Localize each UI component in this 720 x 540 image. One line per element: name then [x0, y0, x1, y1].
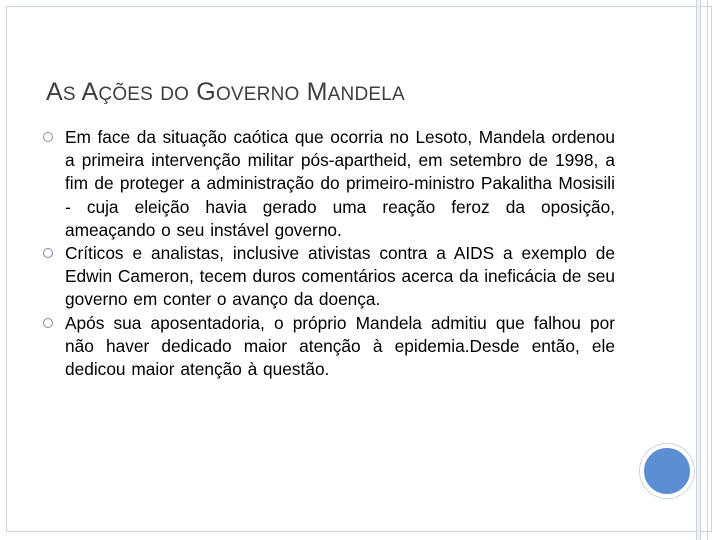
bullet-list: [43, 126, 615, 381]
title-word: MANDELA: [306, 78, 405, 106]
title-word: AÇÕES: [81, 78, 154, 106]
title-word: DO: [160, 84, 190, 105]
decorative-line: [707, 0, 708, 540]
circle-bullet-icon: [43, 132, 53, 142]
title-word: GOVERNO: [196, 78, 300, 106]
bullet-item: [43, 312, 615, 382]
bullet-text: Em face da situação caótica que ocorria no Lesoto, Mandela ordenou a primeira intervenção militar pós-apartheid, em setembro de 1998, a fim de proteger a administração do primeiro-ministro Pakalitha Mosisili - cuja eleição havia gerado uma reação feroz da oposição, ameaçando o seu instável governo.: [65, 127, 615, 240]
title-word: AS: [46, 78, 76, 106]
bullet-text: Críticos e analistas, inclusive ativistas contra a AIDS a exemplo de Edwin Cameron, tecem duros comentários acerca da ineficácia de seu governo em conter o avanço da doença.: [65, 243, 615, 310]
bullet-item: [43, 242, 615, 312]
circle-bullet-icon: [43, 318, 53, 328]
bullet-text: Após sua aposentadoria, o próprio Mandela admitiu que falhou por não haver dedicado maior atenção à epidemia.Desde então, ele dedicou maior atenção à questão.: [65, 312, 615, 380]
decorative-circle-icon: [640, 444, 694, 498]
bullet-item: [43, 126, 615, 242]
slide-title: [46, 78, 405, 107]
decorative-line: [696, 0, 697, 540]
decorative-line: [700, 0, 701, 540]
circle-bullet-icon: [43, 248, 53, 258]
